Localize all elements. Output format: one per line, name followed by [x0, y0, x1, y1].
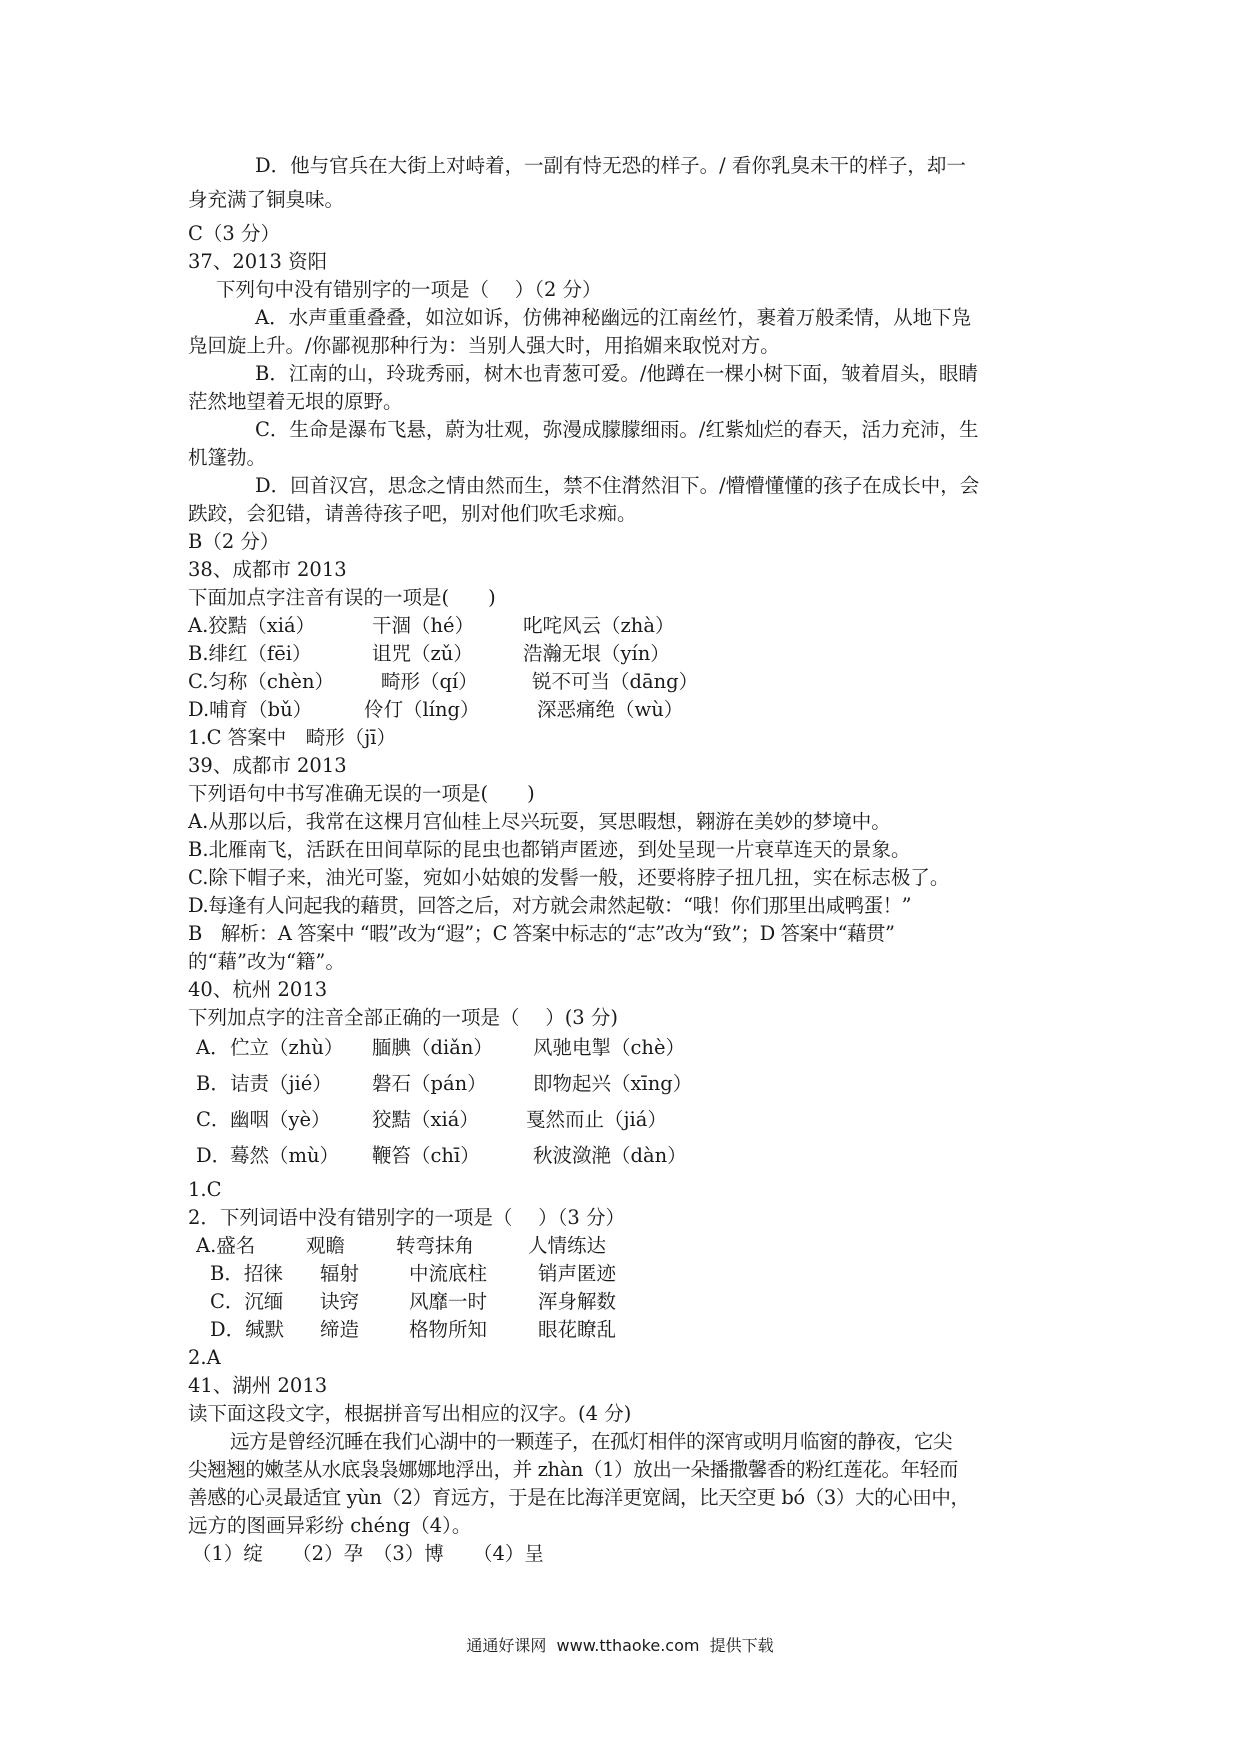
q41-passage-line3: 善感的心灵最适宜 yùn（2）育远方，于是在比海洋更宽阔，比天空更 bó（3）大的心田中，	[188, 1486, 970, 1509]
q2-d-word2: 缔造	[320, 1318, 360, 1341]
q41-heading: 41、湖州 2013	[188, 1374, 328, 1397]
q41-stem: 读下面这段文字，根据拼音写出相应的汉字。(4 分)	[188, 1402, 632, 1425]
q38-stem: 下面加点字注音有误的一项是( )	[188, 586, 496, 609]
q37-heading: 37、2013 资阳	[188, 250, 328, 273]
q40-a-letter: A．	[196, 1036, 230, 1059]
q2-d-word3: 格物所知	[409, 1318, 488, 1341]
q39-analysis-line1: B 解析：A 答案中 “暇”改为“遐”；C 答案中标志的“志”改为“致”；D 答案中“藉贯”	[188, 922, 895, 945]
q39-option-c: C.除下帽子来，油光可鉴，宛如小姑娘的发髻一般，还要将脖子扭几扭，实在标志极了。	[188, 866, 950, 889]
q37-stem: 下列句中没有错别字的一项是（ ）（2 分）	[216, 278, 602, 301]
q39-option-d: D.每逢有人问起我的藉贯，回答之后，对方就会肃然起敬：“哦！你们那里出咸鸭蛋！”	[188, 894, 912, 917]
q2-c-word4: 浑身解数	[538, 1290, 617, 1313]
q40-d-word2: 鞭笞（chī）	[372, 1144, 480, 1167]
q2-stem: 2．下列词语中没有错别字的一项是（ ）（3 分）	[188, 1206, 625, 1229]
q37-option-d-line2: 跌跤，会犯错，请善待孩子吧，别对他们吹毛求痴。	[188, 502, 637, 525]
q41-answer: （1）绽 （2）孕 （3）博 （4）呈	[192, 1542, 544, 1565]
q37-option-c-line1: C．生命是瀑布飞悬，蔚为壮观，弥漫成朦朦细雨。/红紫灿烂的春天，活力充沛，生	[255, 418, 979, 441]
q40-b-letter: B．	[196, 1072, 230, 1095]
q40-a-word1: 伫立（zhù）	[230, 1036, 344, 1059]
q38-b-word3: 浩瀚无垠（yín）	[523, 642, 670, 665]
q41-passage-line4: 远方的图画异彩纷 chéng（4）。	[188, 1514, 472, 1537]
q38-b-word2: 诅咒（zǔ）	[372, 642, 473, 665]
q38-a-word3: 叱咤风云（zhà）	[523, 614, 675, 637]
q38-d-word1: D.哺育（bǔ）	[188, 698, 313, 721]
q38-heading: 38、成都市 2013	[188, 558, 347, 581]
q2-b-word1: B．招徕	[210, 1262, 283, 1285]
q41-passage-line2: 尖翘翘的嫩茎从水底袅袅娜娜地浮出，并 zhàn（1）放出一朵播撒馨香的粉红莲花。年轻而	[188, 1458, 958, 1481]
q40-c-word3: 戛然而止（jiá）	[526, 1108, 667, 1131]
q36-answer: C（3 分）	[188, 222, 281, 245]
q40-answer: 1.C	[188, 1178, 222, 1201]
q36-option-d-line2: 身充满了铜臭味。	[188, 188, 345, 211]
q2-d-word4: 眼花瞭乱	[538, 1318, 617, 1341]
q38-c-word3: 锐不可当（dāng）	[532, 670, 699, 693]
q40-b-word2: 磐石（pán）	[372, 1072, 487, 1095]
q2-b-word4: 销声匿迹	[538, 1262, 617, 1285]
q2-a-word3: 转弯抹角	[396, 1234, 475, 1257]
page-footer: 通通好课网 www.tthaoke.com 提供下载	[466, 1636, 774, 1655]
q39-option-b: B.北雁南飞，活跃在田间草际的昆虫也都销声匿迹，到处呈现一片衰草连天的景象。	[188, 838, 911, 861]
q2-b-word2: 辐射	[320, 1262, 360, 1285]
q40-c-letter: C．	[196, 1108, 231, 1131]
q2-a-word2: 观瞻	[306, 1234, 346, 1257]
q41-passage-line1: 远方是曾经沉睡在我们心湖中的一颗莲子，在孤灯相伴的深宵或明月临窗的静夜，它尖	[230, 1430, 953, 1453]
q37-option-a-line2: 凫回旋上升。/你鄙视那种行为：当别人强大时，用掐媚来取悦对方。	[188, 334, 780, 357]
q40-stem: 下列加点字的注音全部正确的一项是（ ）(3 分)	[188, 1006, 619, 1029]
q38-b-word1: B.绯红（fēi）	[188, 642, 312, 665]
q39-stem: 下列语句中书写准确无误的一项是( )	[188, 782, 535, 805]
q40-d-word3: 秋波潋滟（dàn）	[533, 1144, 687, 1167]
q37-option-b-line2: 茫然地望着无垠的原野。	[188, 390, 403, 413]
q2-a-word4: 人情练达	[528, 1234, 607, 1257]
q40-b-word3: 即物起兴（xīng）	[533, 1072, 693, 1095]
q38-answer: 1.C 答案中 畸形（jī）	[188, 726, 397, 749]
q38-d-word3: 深恶痛绝（wù）	[537, 698, 684, 721]
q37-option-c-line2: 机篷勃。	[188, 446, 267, 469]
q40-c-word2: 狡黠（xiá）	[372, 1108, 479, 1131]
q2-a-word1: A.盛名	[196, 1234, 256, 1257]
q37-option-b-line1: B．江南的山，玲珑秀丽，树木也青葱可爱。/他蹲在一棵小树下面，皱着眉头，眼睛	[255, 362, 978, 385]
q40-d-letter: D．	[196, 1144, 232, 1167]
q40-c-word1: 幽咽（yè）	[230, 1108, 331, 1131]
q38-a-word2: 干涸（hé）	[372, 614, 475, 637]
q39-option-a: A.从那以后，我常在这棵月宫仙桂上尽兴玩耍，冥思暇想，翱游在美妙的梦境中。	[188, 810, 891, 833]
q40-a-word2: 腼腆（diǎn）	[372, 1036, 493, 1059]
q40-heading: 40、杭州 2013	[188, 978, 328, 1001]
q39-analysis-line2: 的“藉”改为“籍”。	[188, 950, 345, 973]
q37-answer: B（2 分）	[188, 530, 280, 553]
q38-c-word2: 畸形（qí）	[381, 670, 478, 693]
q2-answer: 2.A	[188, 1346, 221, 1369]
q36-option-d-line1: D．他与官兵在大街上对峙着，一副有恃无恐的样子。/ 看你乳臭未干的样子，却一	[255, 154, 966, 177]
q38-c-word1: C.匀称（chèn）	[188, 670, 335, 693]
q39-heading: 39、成都市 2013	[188, 754, 347, 777]
q2-c-word3: 风靡一时	[409, 1290, 488, 1313]
q38-d-word2: 伶仃（líng）	[364, 698, 480, 721]
q37-option-d-line1: D．回首汉宫，思念之情由然而生，禁不住潸然泪下。/懵懵懂懂的孩子在成长中，会	[255, 474, 980, 497]
q2-d-word1: D．缄默	[210, 1318, 285, 1341]
q40-a-word3: 风驰电掣（chè）	[533, 1036, 686, 1059]
q40-b-word1: 诘责（jié）	[230, 1072, 332, 1095]
q37-option-a-line1: A．水声重重叠叠，如泣如诉，仿佛神秘幽远的江南丝竹，裹着万般柔情，从地下凫	[255, 306, 972, 329]
q40-d-word1: 蓦然（mù）	[230, 1144, 340, 1167]
q2-c-word2: 诀窍	[320, 1290, 360, 1313]
q38-a-word1: A.狡黠（xiá）	[188, 614, 316, 637]
q2-c-word1: C．沉缅	[210, 1290, 284, 1313]
q2-b-word3: 中流底柱	[409, 1262, 488, 1285]
